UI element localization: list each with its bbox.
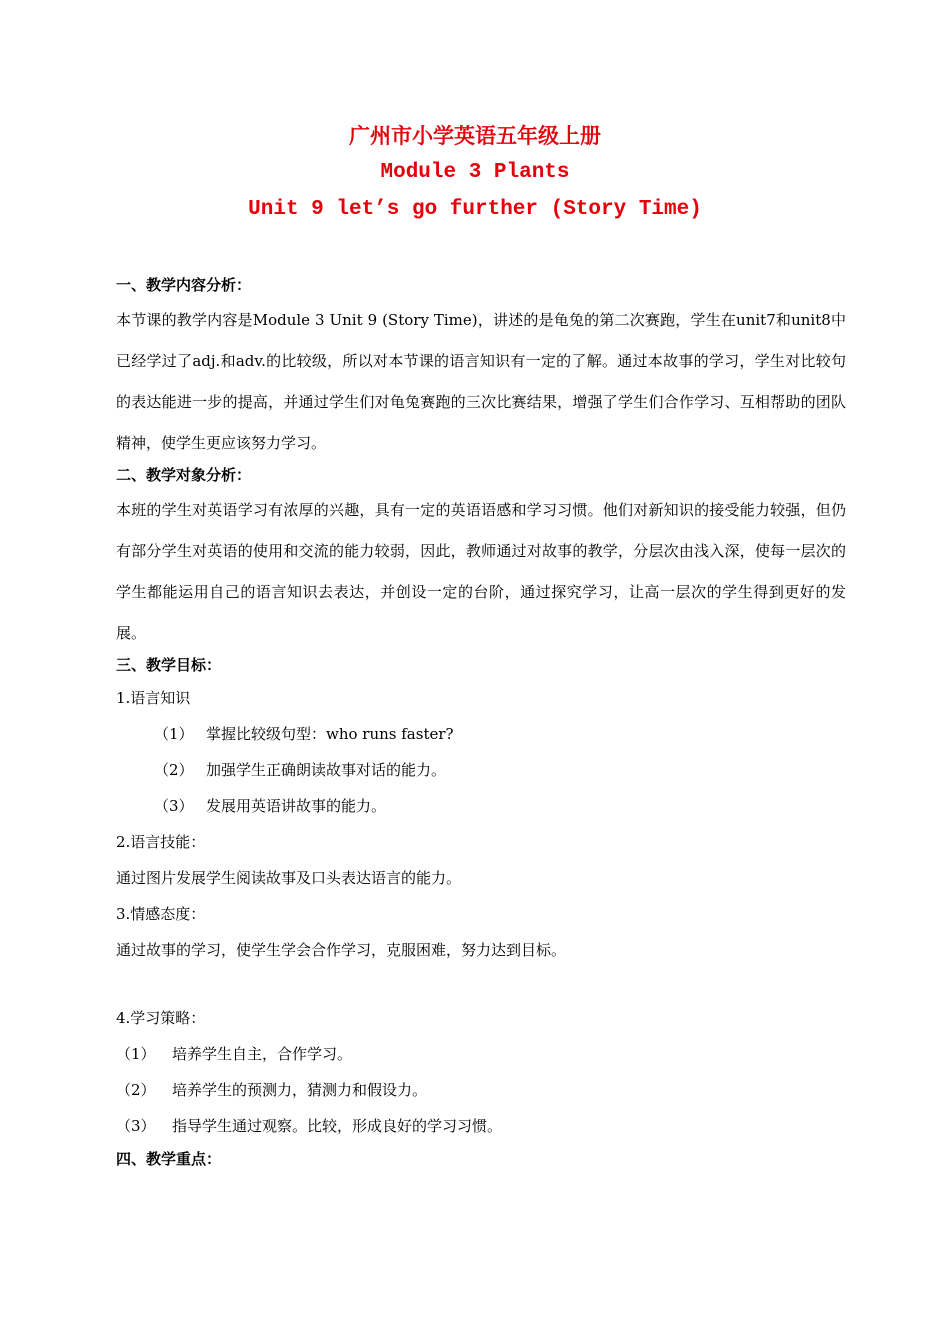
goal-language-skills-title: 2.语言技能： xyxy=(116,833,206,851)
list-item-number: （3） xyxy=(116,1117,156,1135)
blank-line xyxy=(116,968,846,1000)
list-item-number: （1） xyxy=(154,725,194,743)
list-item xyxy=(116,1072,846,1108)
document-body xyxy=(116,270,846,1174)
list-item-text: 掌握比较级句型：who runs faster? xyxy=(206,725,454,743)
unit-title: Unit 9 let’s go further (Story Time) xyxy=(248,198,702,221)
goal-language-knowledge-title: 1.语言知识 xyxy=(116,689,191,707)
list-item-number: （2） xyxy=(116,1081,156,1099)
goal-strategy-title: 4.学习策略： xyxy=(116,1009,206,1027)
section-heading-key-points: 四、教学重点： xyxy=(116,1150,222,1168)
section-heading-content-analysis: 一、教学内容分析： xyxy=(116,276,252,294)
module-title: Module 3 Plants xyxy=(380,161,570,184)
list-item-text: 指导学生通过观察。比较，形成良好的学习习惯。 xyxy=(172,1117,503,1135)
list-item-text: 培养学生自主，合作学习。 xyxy=(172,1045,353,1063)
list-item-text: 发展用英语讲故事的能力。 xyxy=(206,797,387,815)
list-item-text: 加强学生正确朗读故事对话的能力。 xyxy=(206,761,447,779)
document-title: 广州市小学英语五年级上册 xyxy=(349,123,601,148)
section-heading-student-analysis: 二、教学对象分析： xyxy=(116,466,252,484)
student-analysis-paragraph: 本班的学生对英语学习有浓厚的兴趣，具有一定的英语语感和学习习惯。他们对新知识的接受能力较强，但仍有部分学生对英语的使用和交流的能力较弱，因此，教师通过对故事的教学，分层次由浅入深，使每一层次的学生都能运用自己的语言知识去表达，并创设一定的台阶，通过探究学习，让高一层次的学生得到更好的发展。 xyxy=(116,501,846,642)
section-heading-teaching-goals: 三、教学目标： xyxy=(116,656,222,674)
list-item xyxy=(116,752,846,788)
list-item xyxy=(116,716,846,752)
list-item xyxy=(116,788,846,824)
list-item-text: 培养学生的预测力，猜测力和假设力。 xyxy=(172,1081,428,1099)
list-item-number: （2） xyxy=(154,761,194,779)
goal-language-skills-text: 通过图片发展学生阅读故事及口头表达语言的能力。 xyxy=(116,869,462,887)
list-item-number: （3） xyxy=(154,797,194,815)
list-item xyxy=(116,1108,846,1144)
goal-attitude-text: 通过故事的学习，使学生学会合作学习，克服困难，努力达到目标。 xyxy=(116,941,567,959)
content-analysis-paragraph: 本节课的教学内容是Module 3 Unit 9 (Story Time)，讲述的是龟兔的第二次赛跑，学生在unit7和unit8中已经学过了adj.和adv.的比较级，所以对本节课的语言知识有一定的了解。通过本故事的学习，学生对比较句的表达能进一步的提高，并通过学生们对龟兔赛跑的三次比赛结果，增强了学生们合作学习、互相帮助的团队精神，使学生更应该努力学习。 xyxy=(116,311,846,452)
goal-attitude-title: 3.情感态度： xyxy=(116,905,206,923)
list-item xyxy=(116,1036,846,1072)
list-item-number: （1） xyxy=(116,1045,156,1063)
